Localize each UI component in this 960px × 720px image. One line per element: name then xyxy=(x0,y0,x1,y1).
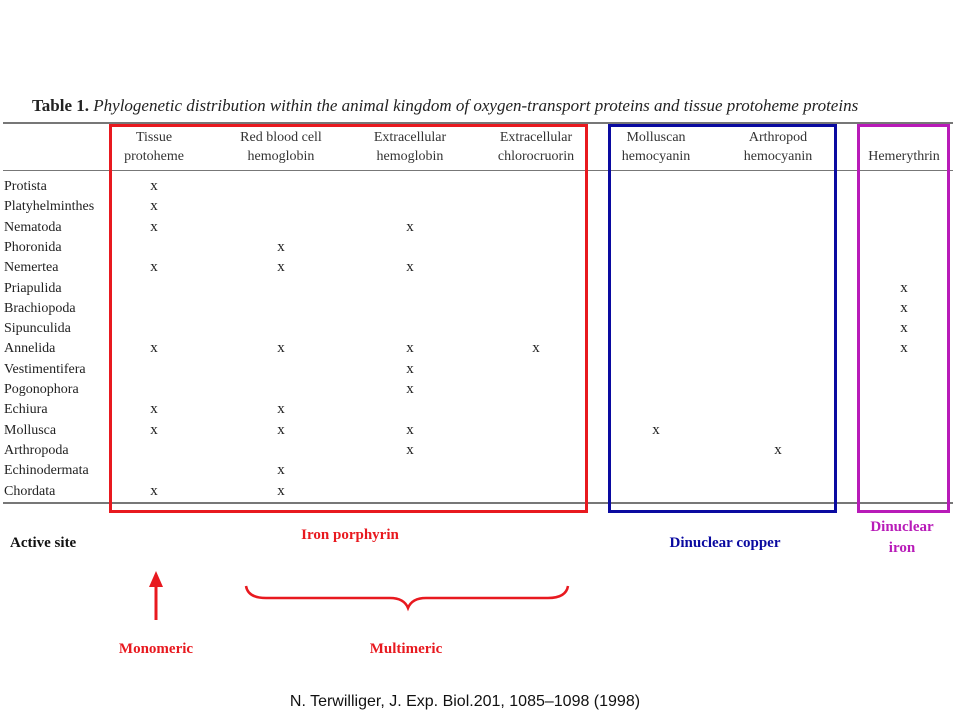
monomeric-arrow xyxy=(149,571,163,620)
taxon-name: Echiura xyxy=(4,402,48,418)
taxon-name: Vestimentifera xyxy=(4,361,86,377)
iron-porphyrin-label: Iron porphyrin xyxy=(301,527,399,543)
presence-mark: x xyxy=(900,279,908,296)
presence-mark: x xyxy=(277,238,285,255)
presence-mark: x xyxy=(277,401,285,418)
dinuclear-iron-label-line2: iron xyxy=(888,540,916,556)
dinuclear-iron-box xyxy=(857,124,950,513)
dinuclear-copper-label: Dinuclear copper xyxy=(669,535,781,551)
taxon-name: Sipunculida xyxy=(4,321,71,337)
column-header-line2: Hemerythrin xyxy=(868,149,940,164)
source-citation: N. Terwilliger, J. Exp. Biol.201, 1085–1098 (1998) xyxy=(289,693,641,710)
table-caption xyxy=(32,96,932,116)
presence-mark: x xyxy=(406,340,414,357)
presence-mark: x xyxy=(150,198,158,215)
taxon-name: Mollusca xyxy=(4,422,57,438)
presence-mark: x xyxy=(150,401,158,418)
presence-mark: x xyxy=(150,259,158,276)
presence-mark: x xyxy=(900,340,908,357)
taxon-name: Pogonophora xyxy=(4,382,79,397)
column-header-line2: hemoglobin xyxy=(247,149,315,164)
presence-mark: x xyxy=(406,441,414,458)
column-header-line2: hemoglobin xyxy=(376,149,444,164)
presence-mark: x xyxy=(277,259,285,276)
presence-mark: x xyxy=(900,299,908,316)
presence-mark: x xyxy=(150,218,158,235)
presence-mark: x xyxy=(406,259,414,276)
taxon-name: Echinodermata xyxy=(4,463,89,479)
presence-mark: x xyxy=(277,482,285,499)
column-header-line1: Extracellular xyxy=(373,130,447,145)
column-header-line2: hemocyanin xyxy=(743,149,813,164)
presence-mark: x xyxy=(406,421,414,438)
iron-porphyrin-box xyxy=(109,124,588,513)
column-header-line1: Arthropod xyxy=(748,130,808,145)
column-header-line1: Molluscan xyxy=(626,130,686,145)
taxon-name: Phoronida xyxy=(4,239,62,255)
multimeric-brace xyxy=(246,586,568,608)
presence-mark: x xyxy=(150,421,158,438)
multimeric-label: Multimeric xyxy=(369,641,443,657)
column-header-line1: Tissue xyxy=(135,130,173,145)
taxon-name: Nemertea xyxy=(4,260,59,276)
taxon-name: Platyhelminthes xyxy=(4,199,95,215)
taxon-name: Arthropoda xyxy=(4,442,69,458)
monomeric-label: Monomeric xyxy=(118,641,194,657)
taxon-name: Brachiopoda xyxy=(4,300,76,316)
presence-mark: x xyxy=(150,482,158,499)
presence-mark: x xyxy=(406,360,414,377)
presence-mark: x xyxy=(277,340,285,357)
taxon-name: Annelida xyxy=(4,341,56,357)
column-header-line1: Extracellular xyxy=(499,130,573,145)
taxon-name: Nematoda xyxy=(4,219,62,235)
presence-mark: x xyxy=(406,381,414,397)
presence-mark: x xyxy=(774,441,782,458)
dinuclear-iron-label-line1: Dinuclear xyxy=(870,519,934,535)
taxon-name: Protista xyxy=(4,179,47,194)
column-header-line2: hemocyanin xyxy=(621,149,691,164)
presence-mark: x xyxy=(406,218,414,235)
active-site-label: Active site xyxy=(10,535,77,551)
presence-mark: x xyxy=(150,178,158,194)
column-header-line1: Red blood cell xyxy=(240,130,322,145)
column-header-line2: protoheme xyxy=(124,149,184,164)
taxon-name: Chordata xyxy=(4,483,56,499)
presence-mark: x xyxy=(277,462,285,479)
table-caption-label: Table 1. xyxy=(32,96,90,115)
taxon-name: Priapulida xyxy=(4,280,62,296)
column-header-line2: chlorocruorin xyxy=(497,149,575,164)
dinuclear-iron-label xyxy=(852,517,952,559)
table-caption-title: Phylogenetic distribution within the animal kingdom of oxygen-transport proteins and tissue protoheme proteins xyxy=(93,96,859,115)
dinuclear-copper-box xyxy=(608,124,837,513)
presence-mark: x xyxy=(532,340,540,357)
presence-mark: x xyxy=(652,421,660,438)
presence-mark: x xyxy=(900,320,908,337)
presence-mark: x xyxy=(277,421,285,438)
presence-mark: x xyxy=(150,340,158,357)
